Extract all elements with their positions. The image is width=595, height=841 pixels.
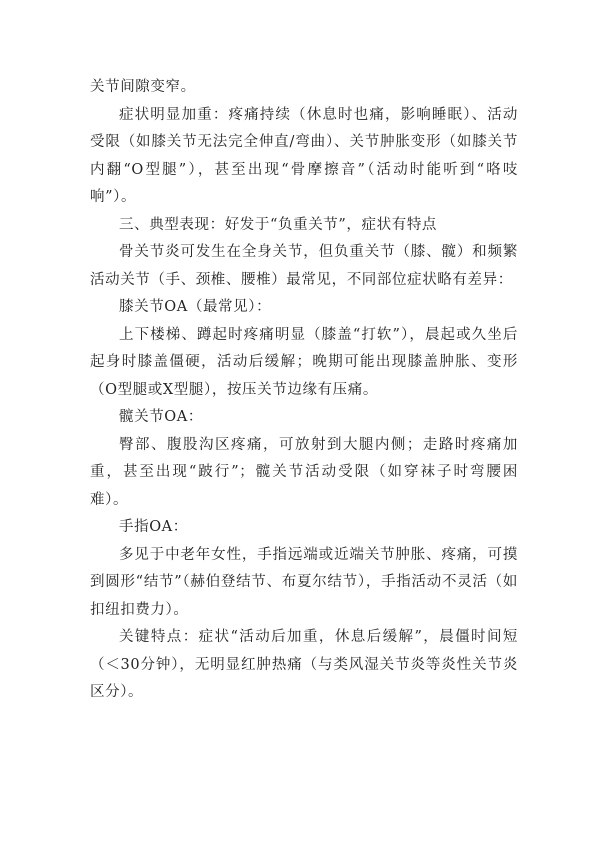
paragraph-hip-oa: 臀部、腹股沟区疼痛，可放射到大腿内侧；走路时疼痛加重，甚至出现“跛行”；髋关节活动受限（如穿袜子时弯腰困难）。 [90, 436, 518, 508]
subheading-finger-oa: 手指OA： [119, 519, 188, 535]
section-heading-typical-presentation: 三、典型表现：好发于“负重关节”，症状有特点 [119, 216, 438, 233]
paragraph-affected-joints: 骨关节炎可发生在全身关节，但负重关节（膝、髋）和频繁活动关节（手、颈椎、腰椎）最常见，不同部位症状略有差异： [90, 244, 518, 288]
paragraph-joint-space: 关节间隙变窄。 [90, 79, 196, 95]
subheading-hip-oa: 髋关节OA： [119, 409, 203, 425]
subheading-knee-oa: 膝关节OA（最常见）： [119, 299, 272, 315]
paragraph-finger-oa: 多见于中老年女性，手指远端或近端关节肿胀、疼痛，可摸到圆形“结节”（赫伯登结节、布夏尔结节），手指活动不灵活（如扣纽扣费力）。 [90, 546, 518, 618]
paragraph-knee-oa: 上下楼梯、蹲起时疼痛明显（膝盖“打软”），晨起或久坐后起身时膝盖僵硬，活动后缓解；晚期可能出现膝盖肿胀、变形（O型腿或X型腿），按压关节边缘有压痛。 [90, 326, 518, 398]
paragraph-symptoms-worsen: 症状明显加重：疼痛持续（休息时也痛，影响睡眠）、活动受限（如膝关节无法完全伸直/弯曲）、关节肿胀变形（如膝关节内翻“O型腿”），甚至出现“骨摩擦音”（活动时能听到“咯吱响”）。 [90, 106, 518, 205]
document-body [90, 74, 518, 707]
paragraph-key-features: 关键特点：症状“活动后加重，休息后缓解”，晨僵时间短（＜30分钟），无明显红肿热痛（与类风湿关节炎等炎性关节炎区分）。 [90, 629, 518, 700]
